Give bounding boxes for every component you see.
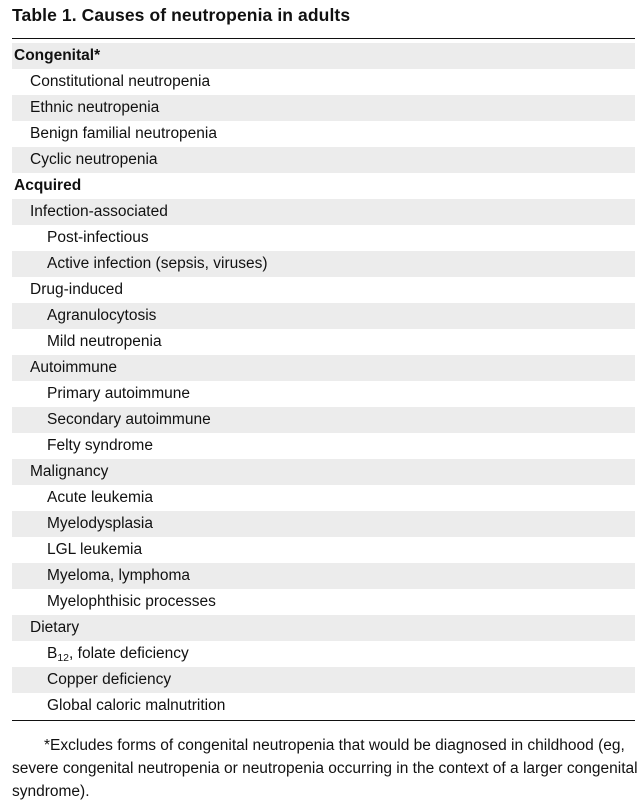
table-bottom-rule bbox=[12, 720, 635, 721]
table-row bbox=[12, 615, 635, 641]
row-label: Myelodysplasia bbox=[47, 515, 153, 532]
table-row bbox=[12, 589, 635, 615]
row-label: Benign familial neutropenia bbox=[30, 125, 217, 142]
table-body bbox=[12, 43, 635, 719]
row-label: Dietary bbox=[30, 619, 80, 636]
table-row bbox=[12, 69, 635, 95]
row-label: Cyclic neutropenia bbox=[30, 151, 158, 168]
table-row bbox=[12, 251, 635, 277]
row-label: Acquired bbox=[14, 177, 82, 194]
table-row bbox=[12, 381, 635, 407]
table-row bbox=[12, 485, 635, 511]
table-row bbox=[12, 537, 635, 563]
row-label: Acute leukemia bbox=[47, 489, 153, 506]
table-title: Table 1. Causes of neutropenia in adults bbox=[12, 5, 351, 25]
table-row bbox=[12, 147, 635, 173]
table-top-rule bbox=[12, 38, 635, 39]
row-label: Drug-induced bbox=[30, 281, 124, 298]
row-label: Infection-associated bbox=[30, 203, 168, 220]
row-label: Myeloma, lymphoma bbox=[47, 567, 190, 584]
table-row bbox=[12, 511, 635, 537]
row-label: Primary autoimmune bbox=[47, 385, 190, 402]
row-label: Felty syndrome bbox=[47, 437, 153, 454]
row-label: Autoimmune bbox=[30, 359, 118, 376]
row-label: Malignancy bbox=[30, 463, 109, 480]
table-section-header bbox=[12, 43, 635, 69]
table-row bbox=[12, 667, 635, 693]
table-footnote: *Excludes forms of congenital neutropenia that would be diagnosed in childhood (eg, severe congenital neutropenia or neutropenia occurring in the context of a larger congenital syndrome). bbox=[12, 737, 638, 800]
table-row bbox=[12, 95, 635, 121]
table-row bbox=[12, 355, 635, 381]
table-row bbox=[12, 303, 635, 329]
table-row bbox=[12, 433, 635, 459]
row-label: Agranulocytosis bbox=[47, 307, 157, 324]
row-label: Congenital* bbox=[14, 47, 101, 64]
table-row bbox=[12, 563, 635, 589]
table-row bbox=[12, 121, 635, 147]
table-row bbox=[12, 407, 635, 433]
table-row bbox=[12, 329, 635, 355]
table-row bbox=[12, 641, 635, 667]
row-label: LGL leukemia bbox=[47, 541, 143, 558]
table-section-header bbox=[12, 173, 635, 199]
row-label-continued: , folate deficiency bbox=[69, 645, 189, 662]
row-label: Mild neutropenia bbox=[47, 333, 162, 350]
row-label-subscript: 12 bbox=[57, 652, 70, 664]
table-row bbox=[12, 199, 635, 225]
row-label: Myelophthisic processes bbox=[47, 593, 216, 610]
row-label: Global caloric malnutrition bbox=[47, 697, 226, 714]
table-row bbox=[12, 277, 635, 303]
table-row bbox=[12, 693, 635, 719]
row-label: Ethnic neutropenia bbox=[30, 99, 160, 116]
row-label: Copper deficiency bbox=[47, 671, 172, 688]
row-label: Post-infectious bbox=[47, 229, 149, 246]
row-label: Active infection (sepsis, viruses) bbox=[47, 255, 268, 272]
row-label: Constitutional neutropenia bbox=[30, 73, 211, 90]
row-label: B bbox=[47, 645, 58, 662]
table-row bbox=[12, 225, 635, 251]
row-label: Secondary autoimmune bbox=[47, 411, 211, 428]
table-row bbox=[12, 459, 635, 485]
